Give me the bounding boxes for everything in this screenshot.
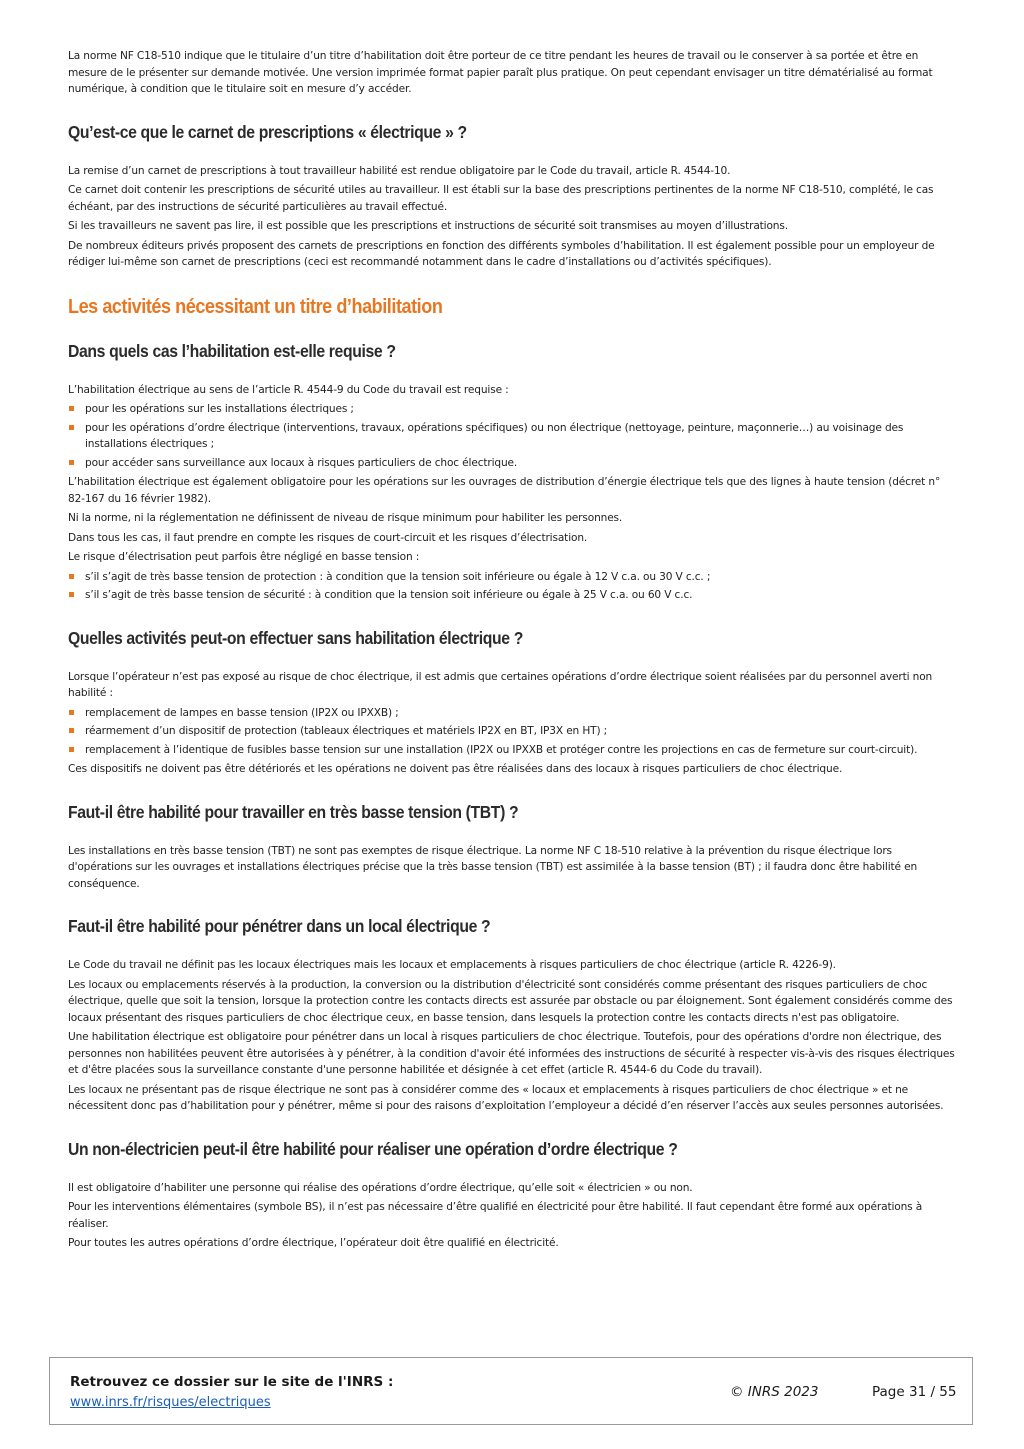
bullet-square-icon <box>69 728 74 733</box>
page-content <box>68 48 958 1255</box>
footer-title: Retrouvez ce dossier sur le site de l'INRS : <box>70 1374 394 1390</box>
paragraph: Ce carnet doit contenir les prescriptions de sécurité utiles au travailleur. Il est établi sur la base des prescriptions pertinentes de la norme NF C18-510, complété, le cas échéant, par des instructions de sécurité particulières au travail effectué. <box>68 184 934 213</box>
bullet-square-icon <box>69 425 74 430</box>
paragraph: Pour toutes les autres opérations d’ordre électrique, l’opérateur doit être qualifié en électricité. <box>68 1237 559 1249</box>
bullet-square-icon <box>69 592 74 597</box>
footer-copyright: © INRS 2023 <box>730 1384 819 1400</box>
list-item-text: remplacement de lampes en basse tension (IP2X ou IPXXB) ; <box>85 706 399 719</box>
subheading-requise: Dans quels cas l’habilitation est-elle requise ? <box>68 340 396 361</box>
list-item-text: s’il s’agit de très basse tension de sécurité : à condition que la tension soit inférieure ou égale à 25 V c.a. ou 60 V c.c. <box>85 589 693 601</box>
paragraph: Lorsque l’opérateur n’est pas exposé au risque de choc électrique, il est admis que certaines opérations d’ordre électrique soient réalisées par du personnel averti non habilité : <box>68 670 933 699</box>
paragraph: Ni la norme, ni la réglementation ne définissent de niveau de risque minimum pour habiliter les personnes. <box>68 512 623 524</box>
paragraph: Pour les interventions élémentaires (symbole BS), il n’est pas nécessaire d’être qualifié en électricité pour être habilité. Il faut cependant être formé aux opérations à réaliser. <box>68 1201 923 1230</box>
list-item-text: réarmement d’un dispositif de protection (tableaux électriques et matériels IP2X en BT, IP3X en HT) ; <box>85 725 608 737</box>
subheading-carnet: Qu’est-ce que le carnet de prescriptions « électrique » ? <box>68 121 467 142</box>
page-number: Page 31 / 55 <box>872 1384 957 1400</box>
bullet-list <box>68 705 958 759</box>
paragraph: De nombreux éditeurs privés proposent des carnets de prescriptions en fonction des différents symboles d’habilitation. Il est également possible pour un employeur de rédiger lui-même son carnet de prescriptions (ceci est recommandé notamment dans le cadre d’installations ou d’activités spécifiques). <box>68 239 935 268</box>
list-item <box>68 455 958 472</box>
subheading-tbt: Faut-il être habilité pour travailler en très basse tension (TBT) ? <box>68 801 519 822</box>
bullet-square-icon <box>69 574 74 579</box>
paragraph: L’habilitation électrique au sens de l’article R. 4544-9 du Code du travail est requise : <box>68 383 509 396</box>
page-footer <box>49 1357 973 1425</box>
paragraph: Dans tous les cas, il faut prendre en compte les risques de court-circuit et les risques d’électrisation. <box>68 531 588 544</box>
list-item <box>68 420 958 453</box>
paragraph: Le Code du travail ne définit pas les locaux électriques mais les locaux et emplacements à risques particuliers de choc électrique (article R. 4226-9). <box>68 959 836 971</box>
paragraph: Il est obligatoire d’habiliter une personne qui réalise des opérations d’ordre électrique, qu’elle soit « électricien » ou non. <box>68 1181 693 1194</box>
list-item <box>68 723 958 740</box>
bullet-square-icon <box>69 710 74 715</box>
paragraph: Si les travailleurs ne savent pas lire, il est possible que les prescriptions et instructions de sécurité soit transmises au moyen d’illustrations. <box>68 220 788 232</box>
bullet-square-icon <box>69 747 74 752</box>
section-heading: Les activités nécessitant un titre d’habilitation <box>68 294 443 318</box>
paragraph: Ces dispositifs ne doivent pas être détériorés et les opérations ne doivent pas être réalisées dans des locaux à risques particuliers de choc électrique. <box>68 763 843 775</box>
bullet-square-icon <box>69 460 74 465</box>
subheading-sans-habilitation: Quelles activités peut-on effectuer sans habilitation électrique ? <box>68 627 523 648</box>
paragraph: Les installations en très basse tension (TBT) ne sont pas exemptes de risque électrique. La norme NF C 18-510 relative à la prévention du risque électrique lors d'opérations sur les ouvrages et installations électriques précise que la très basse tension (TBT) est assimilée à la basse tension (BT) ; il faudra donc être habilité en conséquence. <box>68 844 918 890</box>
list-item-text: s’il s’agit de très basse tension de protection : à condition que la tension soit inférieure ou égale à 12 V c.a. ou 30 V c.c. ; <box>85 570 711 583</box>
list-item-text: remplacement à l’identique de fusibles basse tension sur une installation (IP2X ou IPXXB et protéger contre les projections en cas de fermeture sur court-circuit). <box>85 743 918 756</box>
list-item-text: pour accéder sans surveillance aux locaux à risques particuliers de choc électrique. <box>85 456 518 469</box>
list-item <box>68 401 958 418</box>
list-item <box>68 587 958 604</box>
list-item <box>68 705 958 722</box>
list-item <box>68 742 958 759</box>
paragraph: Les locaux ne présentant pas de risque électrique ne sont pas à considérer comme des « locaux et emplacements à risques particuliers de choc électrique » et ne nécessitent donc pas d’habilitation pour y pénétrer, même si pour des raisons d’exploitation l’employeur a décidé d’en réserver l’accès aux seules personnes autorisées. <box>68 1083 944 1112</box>
paragraph: La norme NF C18-510 indique que le titulaire d’un titre d’habilitation doit être porteur de ce titre pendant les heures de travail ou le conserver à sa portée et être en mesure de le présenter sur demande motivée. Une version imprimée format papier paraît plus pratique. On peut cependant envisager un titre dématérialisé au format numérique, à condition que le titulaire soit en mesure d’y accéder. <box>68 50 933 95</box>
list-item <box>68 569 958 586</box>
list-item-text: pour les opérations sur les installations électriques ; <box>85 403 354 415</box>
paragraph: Une habilitation électrique est obligatoire pour pénétrer dans un local à risques particuliers de choc électrique. Toutefois, pour des opérations d'ordre non électrique, des personnes non habilitées peuvent être autorisées à y pénétrer, à la condition d'avoir été informées des instructions de sécurité à respecter vis-à-vis des risques électriques et d'être placées sous la surveillance constante d'une personne habilitée et désignée à cet effet (article R. 4544-6 du Code du travail). <box>68 1031 955 1076</box>
bullet-square-icon <box>69 406 74 411</box>
subheading-local: Faut-il être habilité pour pénétrer dans un local électrique ? <box>68 916 491 936</box>
bullet-list <box>68 401 958 471</box>
subheading-non-electricien: Un non-électricien peut-il être habilité pour réaliser une opération d’ordre électrique ? <box>68 1138 678 1159</box>
paragraph: Les locaux ou emplacements réservés à la production, la conversion ou la distribution d'électricité sont considérés comme présentant des risques particuliers de choc électrique, quelle que soit la tension, lorsque la protection contre les contacts directs est assurée par obstacle ou par éloignement. Sont également considérés comme des locaux présentant des risques particuliers de choc électrique ceux, en basse tension, dans lesquels la protection contre les contacts directs n'est pas obligatoire. <box>68 978 953 1024</box>
list-item-text: pour les opérations d’ordre électrique (interventions, travaux, opérations spécifiques) ou non électrique (nettoyage, peinture, maçonnerie…) au voisinage des installations électriques ; <box>85 421 904 450</box>
paragraph: L’habilitation électrique est également obligatoire pour les opérations sur les ouvrages de distribution d’énergie électrique tels que des lignes à haute tension (décret n° 82-167 du 16 février 1982). <box>68 476 941 505</box>
bullet-list <box>68 569 958 604</box>
paragraph: Le risque d’électrisation peut parfois être négligé en basse tension : <box>68 551 420 563</box>
footer-link[interactable]: www.inrs.fr/risques/electriques <box>70 1395 271 1410</box>
paragraph: La remise d’un carnet de prescriptions à tout travailleur habilité est rendue obligatoire par le Code du travail, article R. 4544-10. <box>68 164 731 177</box>
